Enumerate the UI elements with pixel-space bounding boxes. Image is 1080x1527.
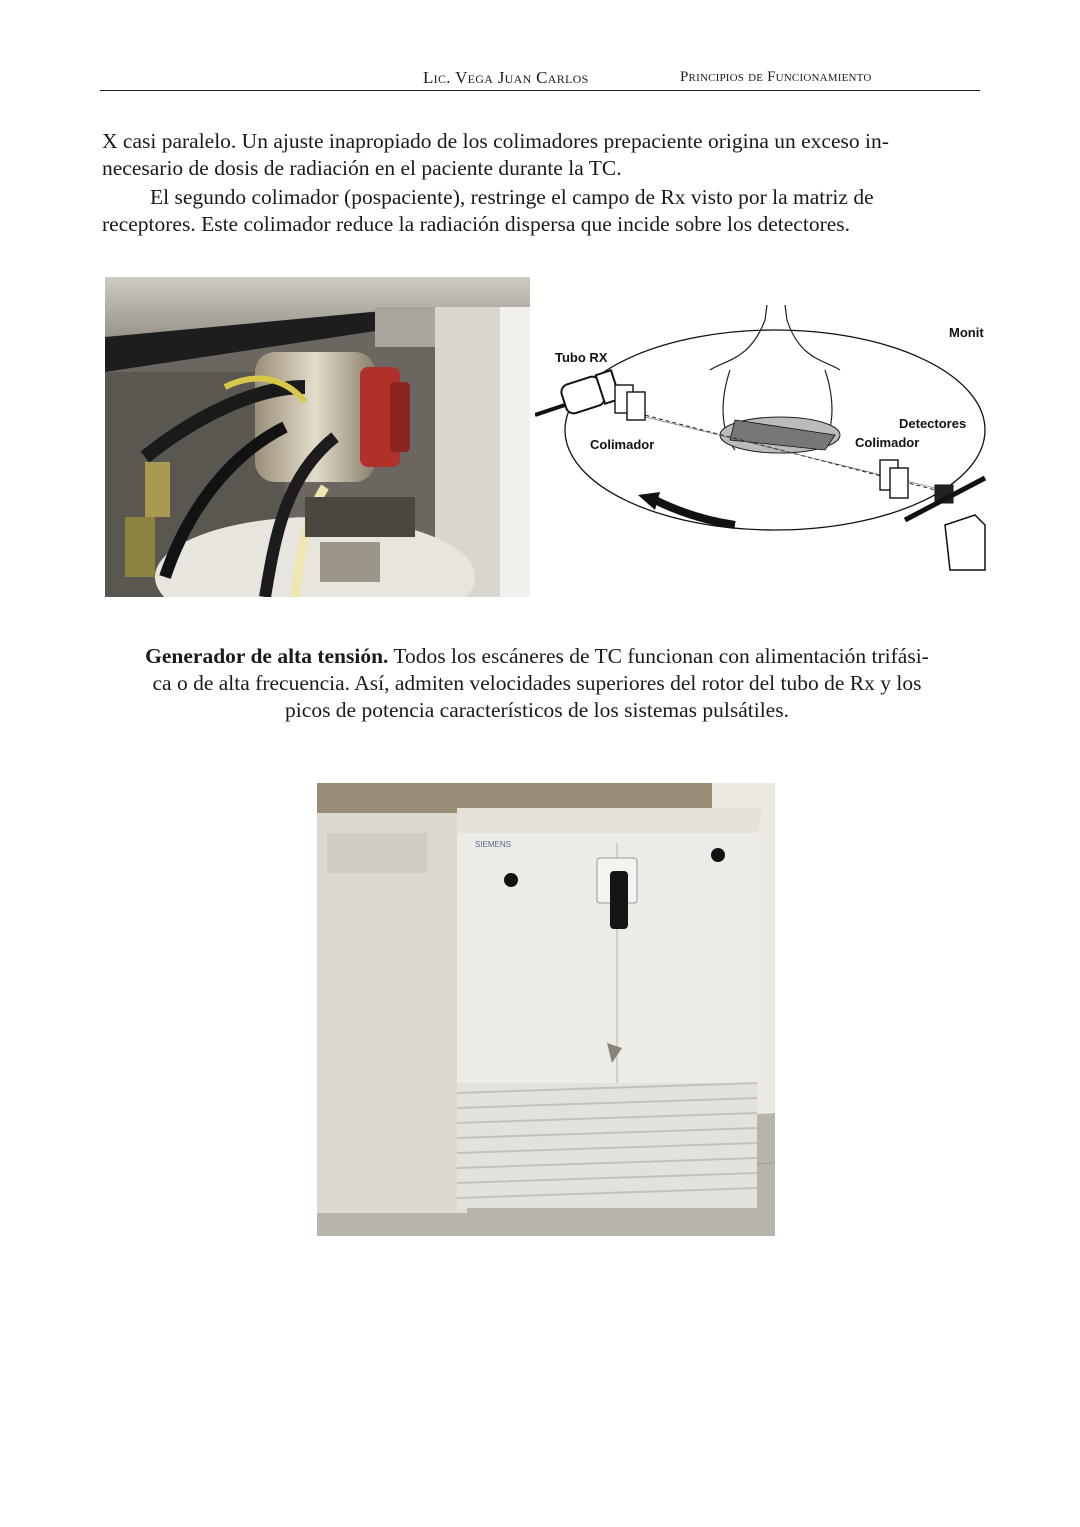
generator-heading: Generador de alta tensión. [145, 644, 389, 668]
label-monitor: Monit [949, 325, 984, 340]
siemens-brand: SIEMENS [475, 840, 512, 849]
page-header [100, 66, 980, 91]
ct-geometry-diagram [535, 300, 990, 575]
generator-cabinet-photo [317, 783, 775, 1236]
p2-line2: receptores. Este colimador reduce la radiación dispersa que incide sobre los detectores. [102, 212, 851, 236]
p3-line3: picos de potencia característicos de los sistemas pulsátiles. [285, 698, 789, 722]
xray-tube-icon [535, 370, 620, 415]
header-section: Principios de Funcionamiento [680, 69, 872, 85]
paragraph-collimator-pre [102, 128, 972, 182]
paragraph-collimator-post [102, 184, 972, 238]
p3-line1: Todos los escáneres de TC funcionan con alimentación trifási- [388, 644, 929, 668]
label-collimator-right: Colimador [855, 435, 920, 450]
p2-line1: El segundo colimador (pospaciente), restringe el campo de Rx visto por la matriz de [150, 185, 874, 209]
xray-tube-photo [105, 277, 530, 597]
p1-line2: necesario de dosis de radiación en el paciente durante la TC. [102, 156, 622, 180]
p3-line2: ca o de alta frecuencia. Así, admiten velocidades superiores del rotor del tubo de Rx y los [152, 671, 922, 695]
rotation-arrow-icon [655, 500, 735, 525]
label-collimator-left: Colimador [590, 437, 655, 452]
p1-line1: X casi paralelo. Un ajuste inapropiado de los colimadores prepaciente origina un exceso in- [102, 129, 889, 153]
label-detectors: Detectores [899, 416, 967, 431]
label-tube-rx: Tubo RX [555, 350, 608, 365]
paragraph-generator [104, 643, 970, 724]
header-author: Lic. Vega Juan Carlos [423, 68, 589, 87]
